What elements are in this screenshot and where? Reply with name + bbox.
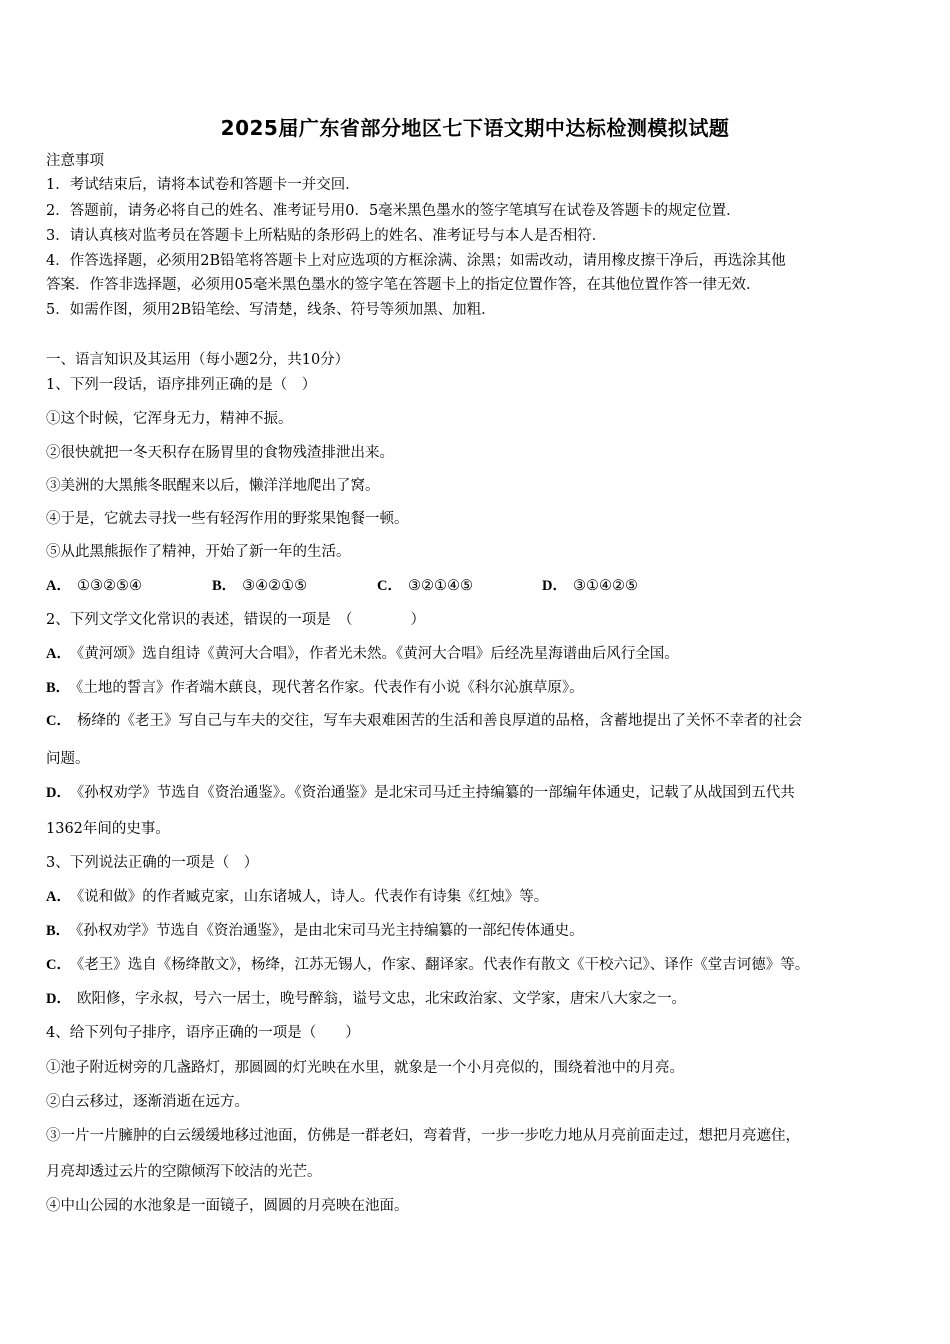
q4-sentence-cont: 月亮却透过云片的空隙倾泻下皎洁的光芒。 [46,1164,322,1180]
q4-sentence: ①池子附近树旁的几盏路灯，那圆圆的灯光映在水里，就象是一个小月亮似的，围绕着池中的月亮。 [46,1060,684,1076]
page-title: 2025届广东省部分地区七下语文期中达标检测模拟试题 [220,116,730,140]
notice-item: 4．作答选择题，必须用2B铅笔将答题卡上对应选项的方框涂满、涂黑；如需改动，请用橡皮擦干净后，再选涂其他 [46,253,786,269]
q1-sentence: ②很快就把一冬天积存在肠胃里的食物残渣排泄出来。 [46,445,394,461]
q2-option-d-cont: 1362年间的史事。 [46,821,170,837]
q2-option-c: C． 杨绛的《老王》写自己与车夫的交往，写车夫艰难困苦的生活和善良厚道的品格，含蓄地提出了关怀不幸者的社会 [46,713,802,729]
q2-option-b: B． 《土地的誓言》作者端木蕻良，现代著名作家。代表作有小说《科尔沁旗草原》。 [46,680,584,696]
q1-sentence: ③美洲的大黑熊冬眠醒来以后，懒洋洋地爬出了窝。 [46,478,380,494]
notice-item: 3．请认真核对监考员在答题卡上所粘贴的条形码上的姓名、准考证号与本人是否相符． [46,228,607,244]
q1-option-a: A． ①③②⑤④ [46,578,142,594]
q1-sentence: ①这个时候，它浑身无力，精神不振。 [46,411,293,427]
q3-option-c: C． 《老王》选自《杨绛散文》，杨绛，江苏无锡人，作家、翻译家。代表作有散文《干校六记》、译作《堂吉诃德》等。 [46,957,810,973]
q2-option-d: D． 《孙权劝学》节选自《资治通鉴》。《资治通鉴》是北宋司马迁主持编纂的一部编年体通史，记载了从战国到五代共 [46,785,795,801]
q3-option-b: B． 《孙权劝学》节选自《资治通鉴》，是由北宋司马光主持编纂的一部纪传体通史。 [46,923,584,939]
q3-option-a: A． 《说和做》的作者臧克家，山东诸城人，诗人。代表作有诗集《红烛》等。 [46,889,549,905]
q1-sentence: ⑤从此黑熊振作了精神，开始了新一年的生活。 [46,544,351,560]
q3-option-d: D． 欧阳修，字永叔，号六一居士，晚号醉翁，谥号文忠，北宋政治家、文学家，唐宋八大家之一。 [46,991,686,1007]
question-2-stem: 2、下列文学文化常识的表述，错误的一项是 （ ） [46,612,425,628]
question-4-stem: 4、给下列句子排序，语序正确的一项是（ ） [46,1025,360,1041]
notice-item: 2．答题前，请务必将自己的姓名、准考证号用0．5毫米黑色墨水的签字笔填写在试卷及答题卡的规定位置． [46,203,741,219]
notice-item: 答案．作答非选择题，必须用05毫米黑色墨水的签字笔在答题卡上的指定位置作答，在其他位置作答一律无效． [46,277,761,293]
question-1-stem: 1、下列一段话，语序排列正确的是（ ） [46,377,317,393]
q4-sentence: ④中山公园的水池象是一面镜子，圆圆的月亮映在池面。 [46,1198,409,1214]
q2-option-a: A． 《黄河颂》选自组诗《黄河大合唱》，作者光未然。《黄河大合唱》后经冼星海谱曲后风行全国。 [46,646,679,662]
notice-item: 5．如需作图，须用2B铅笔绘、写清楚，线条、符号等须加黑、加粗． [46,302,496,318]
notice-item: 1．考试结束后，请将本试卷和答题卡一并交回． [46,177,360,193]
section-heading: 一、语言知识及其运用（每小题2分，共10分） [46,352,350,368]
q1-option-b: B． ③④②①⑤ [212,578,308,594]
q1-option-d: D． ③①④②⑤ [542,578,638,594]
notice-heading: 注意事项 [46,153,104,169]
q4-sentence: ③一片一片臃肿的白云缓缓地移过池面，仿佛是一群老妇，弯着背，一步一步吃力地从月亮前面走过，想把月亮遮住， [46,1128,800,1144]
q2-option-c-cont: 问题。 [46,751,90,767]
question-3-stem: 3、下列说法正确的一项是（ ） [46,855,259,871]
q1-sentence: ④于是，它就去寻找一些有轻泻作用的野浆果饱餐一顿。 [46,511,409,527]
q4-sentence: ②白云移过，逐渐消逝在远方。 [46,1094,249,1110]
q1-option-c: C． ③②①④⑤ [377,578,473,594]
